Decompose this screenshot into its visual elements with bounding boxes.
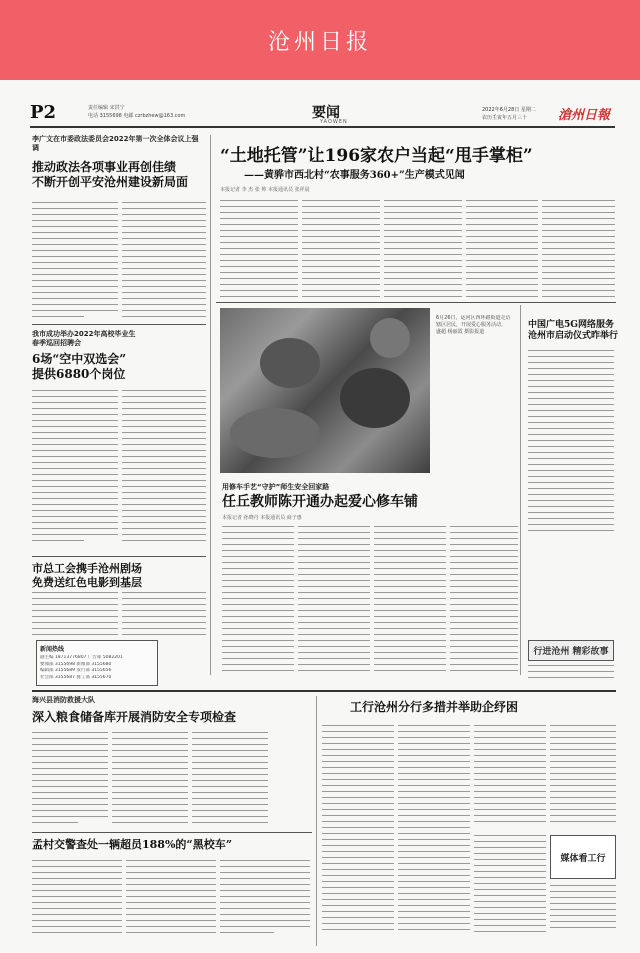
page-number: P2 xyxy=(30,102,57,123)
article-body xyxy=(528,665,614,685)
article-body xyxy=(374,526,446,676)
column-divider xyxy=(210,135,211,675)
article-body xyxy=(550,885,616,940)
lead-subtitle: ——黄骅市西北村“农事服务360+”生产模式见闻 xyxy=(244,170,465,181)
article-body xyxy=(302,200,380,300)
hotline-row: 副主编 18713776807 广告部 5082201 xyxy=(40,655,123,660)
article-headline[interactable]: 市总工会携手沧州剧场 免费送红色电影到基层 xyxy=(32,562,142,589)
row-divider xyxy=(32,690,616,692)
article-body xyxy=(474,725,546,830)
column-divider xyxy=(316,696,317,946)
article-body xyxy=(112,732,188,827)
article-byline: 本报记者 李 杰 张 帅 本报通讯员 张祥晨 xyxy=(220,187,310,193)
hotline-row: 编辑部 3155689 发行部 3155656 xyxy=(40,668,112,673)
article-body xyxy=(450,526,518,676)
row-divider xyxy=(32,324,206,325)
issue-date: 2022年6月28日 星期二 农历壬寅年五月三十 xyxy=(482,107,536,121)
article-body xyxy=(122,390,206,550)
article-body xyxy=(542,200,615,300)
article-body xyxy=(550,725,616,830)
lead-headline[interactable]: “土地托管”让196家农户当起“甩手掌柜” xyxy=(220,146,533,166)
article-body xyxy=(32,732,108,827)
article-body xyxy=(528,350,614,540)
article-body xyxy=(398,725,470,940)
section-title: 要闻 xyxy=(312,105,340,121)
column-divider xyxy=(520,305,521,675)
hotline-title: 新闻热线 xyxy=(40,646,65,653)
article-body xyxy=(466,200,538,300)
article-body xyxy=(474,835,546,940)
row-divider xyxy=(32,556,206,557)
hotline-row: 社会部 3155687 群工部 3155670 xyxy=(40,674,112,680)
article-headline[interactable]: 工行沧州分行多措并举助企纾困 xyxy=(350,700,519,714)
article-byline: 本报记者 孙晓丹 本报通讯员 商子惠 xyxy=(222,515,302,521)
article-headline[interactable]: 6场“空中双选会” 提供6880个岗位 xyxy=(32,352,127,381)
app-title: 沧州日报 xyxy=(267,29,372,55)
page-masthead xyxy=(30,102,615,128)
article-headline[interactable]: 深入粮食储备库开展消防安全专项检查 xyxy=(32,710,237,724)
news-photo[interactable] xyxy=(220,308,430,473)
row-divider xyxy=(32,832,312,833)
hotline-row: 要闻部 3155698 新闻部 3155680 xyxy=(40,661,112,667)
media-column-logo: 媒体看工行 xyxy=(550,835,616,879)
article-headline[interactable]: 中国广电5G网络服务 沧州市启动仪式昨举行 xyxy=(528,320,619,342)
column-banner: 行进沧州 精彩故事 xyxy=(528,640,614,661)
article-kicker: 用修车手艺“守护”师生安全回家路 xyxy=(222,483,330,491)
article-body xyxy=(192,732,268,827)
article-body xyxy=(298,526,370,676)
article-kicker: 海兴县消防救援大队 xyxy=(32,696,95,704)
row-divider xyxy=(216,302,616,303)
article-kicker: 李广文在市委政法委员会2022年第一次全体会议上强调 xyxy=(32,135,199,153)
article-body xyxy=(126,860,216,940)
newspaper-logo: 滄州日報 xyxy=(558,108,611,123)
editor-info: 责任编辑 宋洪宁 电话 3155698 电邮 czrbzhew@163.com xyxy=(88,105,186,119)
article-body xyxy=(122,202,206,320)
news-hotline-box xyxy=(36,640,158,686)
section-title-en: YAOWEN xyxy=(320,119,348,125)
article-body xyxy=(220,200,298,300)
article-body xyxy=(32,860,122,940)
article-kicker: 我市成功举办2022年高校毕业生 春季巡回招聘会 xyxy=(32,330,136,348)
app-header xyxy=(0,0,640,80)
newspaper-page[interactable] xyxy=(0,80,640,953)
photo-caption: 6月26日，运河区西环路街道走访辖区居民，开展爱心服务活动。 盛超 杨丽霞 摄影报道 xyxy=(436,315,511,335)
article-body xyxy=(32,202,118,320)
article-headline[interactable]: 任丘教师陈开通办起爱心修车铺 xyxy=(222,494,418,510)
article-body xyxy=(220,860,310,940)
article-body xyxy=(122,592,206,640)
article-body xyxy=(222,526,294,676)
article-headline[interactable]: 推动政法各项事业再创佳绩 不断开创平安沧州建设新局面 xyxy=(32,160,189,189)
article-body xyxy=(32,390,118,550)
article-body xyxy=(32,592,118,640)
article-body xyxy=(322,725,394,940)
article-body xyxy=(384,200,462,300)
article-headline[interactable]: 孟村交警查处一辆超员188%的“黑校车” xyxy=(32,838,233,851)
